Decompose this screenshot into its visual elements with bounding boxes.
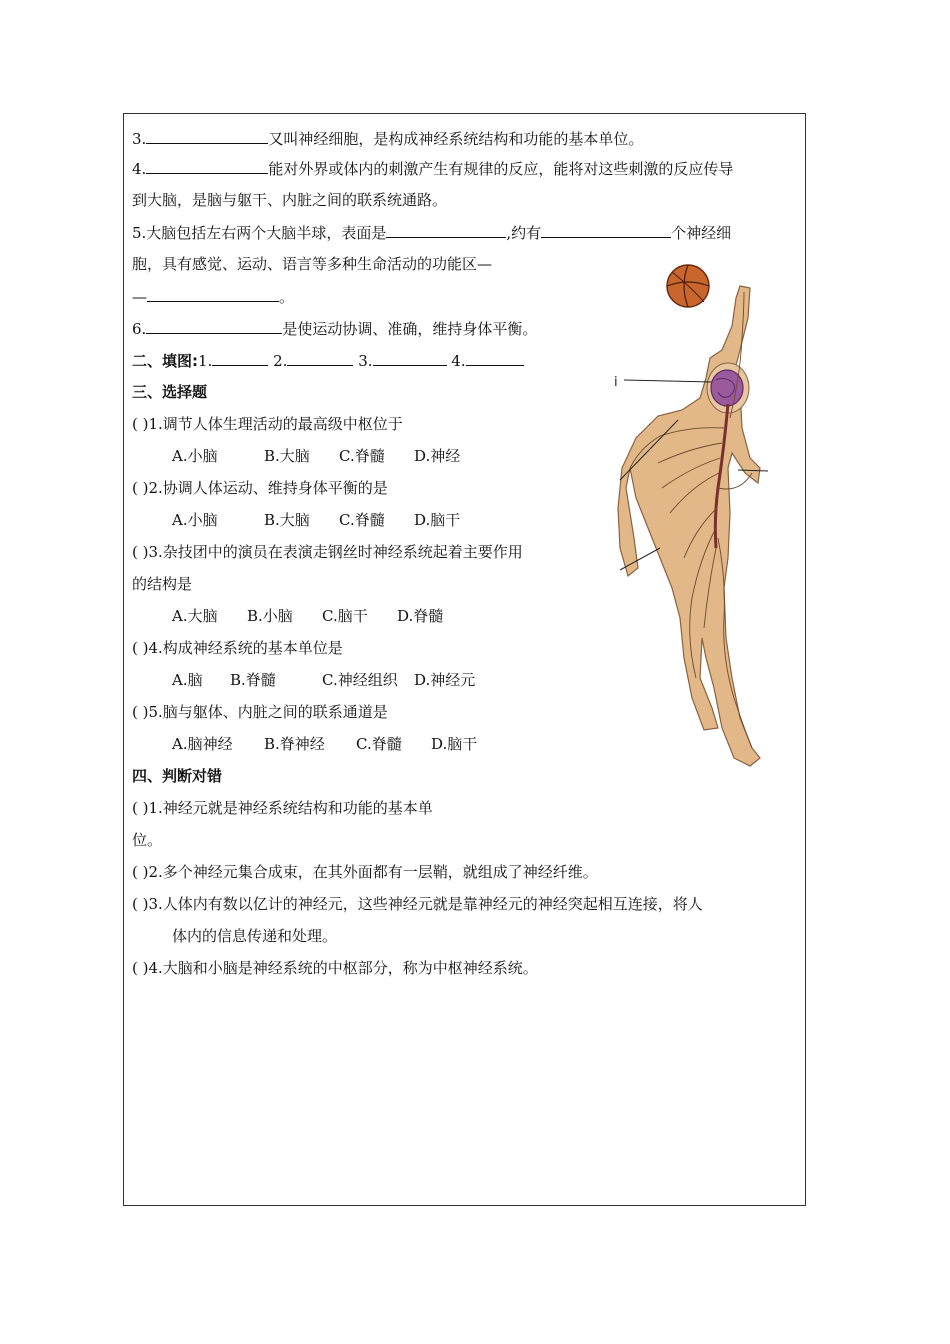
choice-q3-cont: 的结构是 — [132, 575, 193, 593]
diagram-num-1: 1. — [198, 352, 213, 370]
option: A.小脑 — [172, 511, 218, 529]
diagram-fill-row — [132, 350, 524, 371]
option: A.小脑 — [172, 447, 218, 465]
section-3-heading: 三、选择题 — [132, 383, 208, 401]
option: D.神经 — [414, 447, 461, 465]
q5-blank-3[interactable] — [147, 286, 279, 302]
q6-blank[interactable] — [146, 318, 282, 334]
nervous-system-figure — [600, 258, 800, 788]
fill-q5-end — [132, 286, 294, 307]
diagram-num-3: 3. — [358, 352, 373, 370]
option: A.脑神经 — [172, 735, 233, 753]
judge-4: ( )4.大脑和小脑是神经系统的中枢部分，称为中枢神经系统。 — [132, 959, 538, 977]
nervous-system-illustration — [600, 258, 800, 788]
choice-q1-options — [172, 446, 460, 466]
judge-3-cont: 体内的信息传递和处理。 — [172, 927, 338, 945]
judge-1-cont: 位。 — [132, 831, 163, 849]
choice-q3-options — [172, 606, 443, 626]
option: C.脑干 — [322, 607, 368, 625]
diagram-num-4: 4. — [451, 352, 466, 370]
basketball-icon — [667, 265, 709, 307]
option: C.脊髓 — [339, 447, 385, 465]
option: B.脊髓 — [230, 671, 276, 689]
choice-q2: ( )2.协调人体运动、维持身体平衡的是 — [132, 479, 388, 497]
option: A.大脑 — [172, 607, 218, 625]
diagram-label-1: i — [614, 375, 618, 390]
judge-2: ( )2.多个神经元集合成束，在其外面都有一层鞘，就组成了神经纤维。 — [132, 863, 598, 881]
q3-number: 3. — [132, 130, 147, 148]
diagram-blank-1[interactable] — [212, 350, 268, 366]
fill-q4-cont: 到大脑，是脑与躯干、内脏之间的联系统通路。 — [132, 191, 448, 209]
q4-text: 能对外界或体内的刺激产生有规律的反应，能将对这些刺激的反应传导 — [268, 160, 734, 178]
choice-q1: ( )1.调节人体生理活动的最高级中枢位于 — [132, 415, 403, 433]
section-2-heading: 二、填图: — [132, 352, 198, 370]
q6-text: 是使运动协调、准确，维持身体平衡。 — [282, 320, 538, 338]
option: C.脊髓 — [356, 735, 402, 753]
q5-text-a: 5.大脑包括左右两个大脑半球，表面是 — [132, 224, 387, 242]
choice-q3: ( )3.杂技团中的演员在表演走钢丝时神经系统起着主要作用 — [132, 543, 523, 561]
option: C.脊髓 — [339, 511, 385, 529]
fill-q3 — [132, 128, 643, 149]
body-silhouette — [618, 286, 760, 766]
option: A.脑 — [172, 671, 203, 689]
fill-q5-cont: 胞，具有感觉、运动、语言等多种生命活动的功能区— — [132, 255, 493, 273]
q4-number: 4. — [132, 160, 147, 178]
option: B.脊神经 — [264, 735, 325, 753]
fill-q5 — [132, 222, 731, 243]
section-4-heading: 四、判断对错 — [132, 767, 223, 785]
q5-period: 。 — [279, 288, 295, 306]
choice-q4: ( )4.构成神经系统的基本单位是 — [132, 639, 343, 657]
option: D.脑干 — [431, 735, 478, 753]
option: B.大脑 — [264, 447, 310, 465]
diagram-blank-2[interactable] — [287, 350, 353, 366]
q3-blank[interactable] — [146, 128, 268, 144]
q5-dash: — — [132, 288, 147, 306]
option: B.大脑 — [264, 511, 310, 529]
q5-blank-2[interactable] — [541, 222, 671, 238]
option: D.脊髓 — [397, 607, 444, 625]
choice-q2-options — [172, 510, 460, 530]
q5-blank-1[interactable] — [386, 222, 506, 238]
option: C.神经组织 — [322, 671, 398, 689]
q3-text: 又叫神经细胞，是构成神经系统结构和功能的基本单位。 — [268, 130, 644, 148]
q6-number: 6. — [132, 320, 147, 338]
choice-q4-options — [172, 670, 475, 690]
option: D.神经元 — [414, 671, 476, 689]
fill-q4 — [132, 158, 733, 179]
diagram-blank-3[interactable] — [373, 350, 447, 366]
judge-3: ( )3.人体内有数以亿计的神经元，这些神经元就是靠神经元的神经突起相互连接，将人 — [132, 895, 703, 913]
q5-text-c: 个神经细 — [671, 224, 732, 242]
option: D.脑干 — [414, 511, 461, 529]
q4-blank[interactable] — [146, 158, 268, 174]
diagram-num-2: 2. — [273, 352, 288, 370]
judge-1: ( )1.神经元就是神经系统结构和功能的基本单 — [132, 799, 433, 817]
choice-q5: ( )5.脑与躯体、内脏之间的联系通道是 — [132, 703, 388, 721]
choice-q5-options — [172, 734, 477, 754]
diagram-blank-4[interactable] — [466, 350, 524, 366]
q5-text-b: ,约有 — [506, 224, 542, 242]
option: B.小脑 — [247, 607, 293, 625]
fill-q6 — [132, 318, 537, 339]
